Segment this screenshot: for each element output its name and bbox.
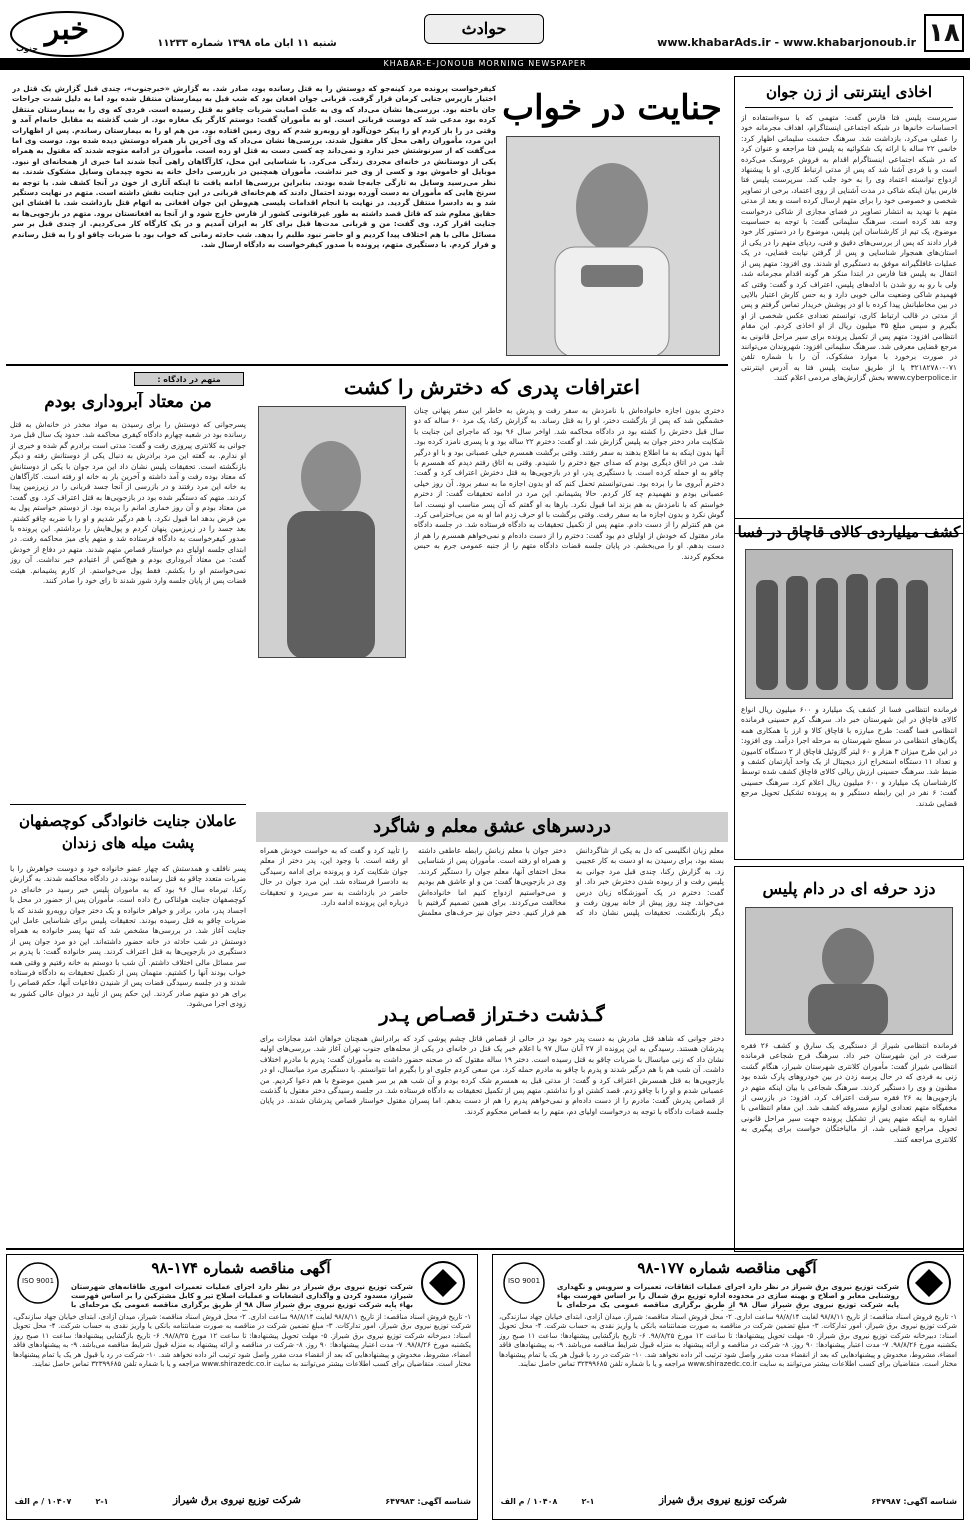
article-title: کشف میلیاردی کالای قاچاق در فسا — [737, 523, 961, 541]
article-title: دردسرهای عشق معلم و شاگرد — [256, 812, 728, 842]
court-label: متهم در دادگاه : — [134, 372, 244, 386]
article-professional-thief — [734, 866, 964, 1252]
article-title: اعترافات پدری که دخترش را کشت — [343, 375, 640, 399]
article-body: سرپرست پلیس فتا فارس گفت: متهمی که با سوءاستفاده از احساسات خانم‌ها در شبکه اجتماعی اینستاگرام، اهداف مجرمانه خود را عملی می‌کرد، بازداشت شد. سرهنگ حشمت سلیمانی اظهار کرد: خانمی ۲۲ ساله با ارائه یک شکوائیه به پلیس فتا مراجعه و عنوان کرد که در شبکه اجتماعی اینستاگرام اقدام به فروش عروسک می‌کرده است و با فردی آشنا شد که پس از مدتی ارتباط کاری، او با پیشنهاد ازدواج توانسته اعتماد وی را به خود جلب کند. سرپرست پلیس فتا فارس بیان اینکه شاکی در مدت آشنایی از روی اعتماد، برخی از تصاویر شخصی و خصوصی خود را برای متهم ارسال کرده است و بعد از مدتی متهم با تهدید به انتشار تصاویر در فضای مجازی از شاکی درخواست وجه نقد کرده است. سرهنگ سلیمانی گفت: با توجه به حساسیت موضوع، یک تیم از کارشناسان این پلیس، موضوع را در دستور کار خود قرار دادند که پس از بررسی‌های دقیق و فنی، ردپای متهم را در یکی از استان‌های همجوار شناسایی و پس از گرفتن نیابت قضایی، در یک عملیات غافلگیرانه موفق به دستگیری او شدند. وی افزود: متهم پس از انتقال به پلیس فتا فارس در ابتدا منکر هر گونه اقدام مجرمانه شد، ولی با رو به رو شدن با ادله‌های پلیس، اعتراف کرد و گفت: وقتی که فهمیدم شاکی وضعیت مالی خوبی دارد و به حس کارش اعتبار بالایی در بین مخاطبانش پیدا کرده با او در پوشش خریدار تماس گرفتم و پس از مدتی در قالب ارتباط کاری، توانستم تعدادی عکس شخصی از او بگیرم و سپس مبلغ ۳۵ میلیون ریال از او اخاذی کردم. این مقام انتظامی افزود: متهم پس از تکمیل پرونده برای سیر مراحل قانونی به مرجع قضایی معرفی شد. سرهنگ سلیمانی افزود: شهروندان می‌توانند در صورت برخورد با موارد مشکوک، آن را با شماره تلفن ۰۷۱-۳۲۱۸۲۷۸۰ یا از طریق سایت پلیس فتا به آدرس اینترنتی www.cyberpolice.ir بخش گزارش‌های مردمی اعلام کنند. — [741, 113, 957, 383]
article-title: اخاذی اینترنتی از زن جوان — [765, 83, 933, 101]
thief-photo — [745, 907, 953, 1035]
ad-notice-id: شناسه آگهی: ۶۴۷۹۸۷ — [871, 1497, 957, 1506]
article-title: من معتاد آبروداری بودم — [44, 392, 212, 412]
lead-body: کیفرخواست پرونده مرد کینه‌جو که دوستش را به قتل رسانده بود، صادر شد. به گزارش «خبرجنوب»، چندی قبل گزارش یک قتل در اختیار بازپرس جنایی کرمان قرار گرفت. قربانی جوان افغان بود که شب قبل به بیمارستان منتقل شده بود اما به دلیل شدت جراحات جان باخته بود. بررسی‌ها نشان می‌داد که وی به علت اصابت ضربات چاقو به قتل رسیده است. فردی که وی را به بیمارستان منتقل کرده بود مدعی شد که دوست قربانی است. او به مأموران گفت: دوستم کارگر یک مغازه بود. از شب گذشته به مقابل خانه‌ام آمد و وقتی در را باز کردم او را پیکر خون‌آلود او روبه‌رو شدم که روی زمین افتاده بود. من هم او را به بیمارستان رساندم. پس از اظهارات این مرد، مأموران راهی محل کار مقتول شدند. بررسی‌ها نشان می‌داد که وی آخرین بار همراه دوستش دیده شده بود. دوست وی اما می‌گفت که از سرنوشتش خبر ندارد و نمی‌داند چه کسی دست به قتل او زده است. مأموران در ادامه متوجه شدند که مقتول به همراه یکی از دوستانش در خانه‌ای مجردی زندگی می‌کرد. با شناسایی این محل، کارآگاهان راهی آنجا شدند اما خبری از همخانه‌ای او نبود. موبایل او خاموش بود و کسی از وی خبر نداشت. مأموران همچنین در بازرسی داخل خانه به نحوه چیدمان وسایل مشکوک شدند. به نظر می‌رسید وسایل به تازگی جابه‌جا شده بودند. بنابراین بررسی‌ها ادامه یافت تا اینکه آثاری از خون در آنجا کشف شد. با توجه به سرنخ هایی که مأموران به دست آورده بودند احتمال دادند که هم‌خانه‌ای قربانی در این جنایت نقش داشته است. متهم در نهایت دستگیر شد و به دادسرا منتقل گردید. در نهایت با انجام اقدامات پلیسی هم‌وطن این جوان افغانی به اتهام قتل بازداشت شد. با افشای این حقایق معلوم شد که قاتل قصد داشته به طور غیرقانونی کشور از فارس خارج شود و از آنجا به افغانستان برود. متهم در بازجویی‌ها به جنایت اقرار کرد. وی گفت: من و قربانی مدت‌ها قبل برای کار به ایران آمدیم و در یک کارگاه کار می‌کردیم. از چندی قبل بر سر مسائل مالی با هم اختلاف پیدا کردیم و او حاضر نبود طلبم را بدهد. شب حادثه زمانی که خواب بود با ضربات چاقو او را به قتل رساندم و فرار کردم. با دستگیری متهم، پرونده با صدور کیفرخواست به دادگاه ارسال شد. — [12, 84, 496, 250]
ad-body: ۱- تاریخ فروش اسناد مناقصه: از تاریخ ۹۸/۸/۱۱ لغایت ۹۸/۸/۱۴ ساعت اداری. ۲- محل فروش اسناد مناقصه: شیراز، میدان آزادی، ابتدای خیابان جهاد سازندگی، شرکت توزیع نیروی برق شیراز، امور تدارکات. ۳- مبلغ تضمین شرکت در مناقصه به صورت ضمانتنامه بانکی یا واریز نقدی به حساب شرکت. ۴- محل تحویل اسناد: دبیرخانه شرکت توزیع نیروی برق شیراز. ۵- مهلت تحویل پیشنهادها: تا ساعت ۱۲ مورخ ۹۸/۸/۲۵. ۶- تاریخ بازگشایی پیشنهادها: ساعت ۱۱ صبح روز یکشنبه مورخ ۹۸/۸/۲۶. ۷- مدت اعتبار پیشنهادها: ۹۰ روز. ۸- شرکت در مناقصه و ارائه پیشنهاد به منزله قبول شرایط مناقصه می‌باشد. ۹- به پیشنهادهای فاقد امضاء، مشروط، مخدوش و پیشنهادهایی که بعد از انقضاء مدت مقرر واصل شود ترتیب اثر داده نخواهد شد. ۱۰- شرکت در رد یا قبول هر یک یا تمام پیشنهادها مختار است. متقاضیان برای کسب اطلاعات بیشتر می‌توانند به سایت www.shirazedc.co.ir مراجعه و یا با شماره تلفن ۳۲۳۹۹۶۸۵ تماس حاصل نمایند. — [499, 1313, 957, 1369]
ad-code: ۱۰۴۰۸ / م الف — [500, 1497, 558, 1506]
ad-turn: ۲-۱ — [95, 1497, 109, 1506]
suspects-photo — [745, 549, 953, 699]
article-internet-extortion — [734, 76, 964, 534]
ad-title: آگهی مناقصه شماره ۱۷۴-۹۸ — [151, 1259, 331, 1277]
ad-company: شرکت توزیع نیروی برق شیراز — [659, 1495, 787, 1506]
ad-body: ۱- تاریخ فروش اسناد مناقصه: از تاریخ ۹۸/۸/۱۱ لغایت ۹۸/۸/۱۴ ساعت اداری. ۲- محل فروش اسناد مناقصه: شیراز، میدان آزادی، ابتدای خیابان جهاد سازندگی، شرکت توزیع نیروی برق شیراز، امور تدارکات. ۳- مبلغ تضمین شرکت در مناقصه به صورت ضمانتنامه بانکی یا واریز نقدی به حساب شرکت. ۴- محل تحویل اسناد: دبیرخانه شرکت توزیع نیروی برق شیراز. ۵- مهلت تحویل پیشنهادها: تا ساعت ۱۲ مورخ ۹۸/۸/۲۵. ۶- تاریخ بازگشایی پیشنهادها: ساعت ۱۱ صبح روز یکشنبه مورخ ۹۸/۸/۲۶. ۷- مدت اعتبار پیشنهادها: ۹۰ روز. ۸- شرکت در مناقصه و ارائه پیشنهاد به منزله قبول شرایط مناقصه می‌باشد. ۹- به پیشنهادهای فاقد امضاء، مشروط، مخدوش و پیشنهادهایی که بعد از انقضاء مدت مقرر واصل شود ترتیب اثر داده نخواهد شد. ۱۰- شرکت در رد یا قبول هر یک یا تمام پیشنهادها مختار است. متقاضیان برای کسب اطلاعات بیشتر می‌توانند به سایت www.shirazedc.co.ir مراجعه و یا با شماره تلفن ۳۲۳۹۹۶۸۵ تماس حاصل نمایند. — [13, 1313, 471, 1369]
section-title: حوادث — [424, 14, 544, 44]
ad-company: شرکت توزیع نیروی برق شیراز — [173, 1495, 301, 1506]
ad-code: ۱۰۴۰۷ / م الف — [14, 1497, 72, 1506]
article-title: گـذشت دخـتراز قصـاص پـدر — [379, 1004, 605, 1026]
article-smuggling-fasa — [734, 518, 964, 860]
lead-photo — [506, 136, 720, 356]
article-daughter-forgives — [256, 998, 728, 1244]
ad-intro: شرکت توزیع نیروی برق شیراز در نظر دارد اجرای عملیات اتفاقات، تعمیرات و سرویس و نگهداری روشنایی معابر و اصلاح و بهینه سازی در محدوده اداره توزیع برق شمال را بر اساس فهرست بهاء پایه شرکت توزیع نیروی برق شیراز سال ۹۸ از طریق برگزاری مناقصه عمومی یک مرحله‌ای با — [557, 1283, 899, 1309]
article-body: پسر نافلف و همدستش که چهار عضو خانواده خود و دوست خواهرش را با ضربات متعدد چاقو به قتل رسانده بودند، در دادگاه محاکمه شدند. به گزارش رکنا، تیرماه سال ۹۶ بود که به ماموران پلیس خبر رسید در خانه‌ای در کوچصفهان جنایت هولناکی رخ داده است. مأموران پس از حضور در محل با اجساد پدر، مادر، برادر و خواهر خانواده و یک دختر جوان روبه‌رو شدند که با ضربات چاقو به قتل رسیده بودند. تحقیقات پلیس برای شناسایی عامل این جنایت آغاز شد. در بررسی‌ها مشخص شد که تنها پسر خانواده به همراه دوستش در شب حادثه در خانه حضور داشته‌اند. این دو مرد جوان پس از دستگیری در بازجویی‌ها به قتل اعتراف کردند. پسر خانواده گفت: با پدرم بر سر مسائل مالی اختلاف داشتم. آن شب با دوستم به خانه رفتیم و وقتی همه خواب بودند آنها را کشتیم. متهمان پس از تکمیل تحقیقات به دادگاه فرستاده شدند و در جلسه رسیدگی قضات پس از شنیدن دفاعیات آنها، حکم قصاص را برای هر دو متهم صادر کردند. این حکم پس از تأیید در دیوان عالی کشور به زودی اجرا می‌شود. — [10, 864, 246, 1009]
iso-badge-icon: ISO 9001 — [13, 1259, 63, 1307]
article-body: دختری بدون اجازه خانواده‌اش با نامزدش به سفر رفت و پدرش به خاطر این سفر پنهانی چنان خشمگین شد که پس از بازگشت دختر، او را به قتل رساند. به گزارش رکنا، یک مرد ۶۰ ساله که دو سال قبل دخترش را کشته بود در دادگاه محاکمه شد. اواخر سال ۹۶ بود که ماجرای این جنایت با شکایت مادر دختر جوان به پلیس گزارش شد. او گفت: دخترم ۲۲ ساله بود و با پسری نامزد کرده بود. آنها بدون اینکه به ما اطلاع بدهند به سفر رفتند. وقتی برگشت همسرم خیلی عصبانی بود و با او درگیر شد. من در اتاق دیگری بودم که صدای جیغ دخترم را شنیدم. وقتی به اتاق رفتم دیدم که همسرم با چاقو به او حمله کرده است. با دستگیری پدر، او در بازجویی‌ها به قتل دخترش اعتراف کرد و گفت: دخترم آبروی ما را برده بود. نمی‌توانستم تحمل کنم که او بدون اجازه ما به سفر برود. آن روز خیلی عصبانی بودم و نفهمیدم چه کار کردم. حالا پشیمانم. این مرد در ادامه تحقیقات گفت: از دخترم خواستم که با نامزدش به هم بزند اما قبول نکرد. بارها به او گفتم که آن پسر مناسب او نیست. اما گوش نکرد و بدون اجازه ما به سفر رفت. وقتی برگشت با او حرف زدم اما او به من بی‌احترامی کرد. من هم کنترلم را از دست دادم. متهم پس از تکمیل تحقیقات به دادگاه فرستاده شد. در جلسه دادگاه مادر مقتول که خودش از اولیای دم بود گفت: دخترم را از دست داده‌ام و نمی‌خواهم همسرم را هم از دست بدهم. او را می‌بخشم. در پایان جلسه قضات دادگاه متهم را از جنبه عمومی جرم به حبس محکوم کردند. — [414, 406, 724, 561]
tavanir-logo-icon — [901, 1259, 957, 1307]
article-teacher-student — [256, 812, 728, 994]
article-title: عاملان جنایت خانوادگی کوچصفهان پشت میله های زندان — [19, 812, 237, 852]
english-banner: KHABAR-E-JONOUB MORNING NEWSPAPER — [0, 58, 970, 70]
lead-article — [6, 76, 728, 362]
article-body: فرمانده انتظامی شیراز از دستگیری یک سارق و کشف ۲۶ فقره سرقت در این شهرستان خبر داد. سرهنگ فرج شجاعی فرمانده انتظامی شیراز گفت: مأموران کلانتری شهرستان شیراز، هنگام گشت زنی به فردی که در حال پرسه زدن در بین خودروهای پارک شده بود مظنون و وی را دستگیر کردند. سرهنگ شجاعی با بیان اینکه متهم در بازجویی‌ها به ۲۶ فقره سرقت اعتراف کرد، افزود: در بازرسی از مخفیگاه متهم تعدادی لوازم مسروقه کشف شد. این مقام انتظامی با اشاره به اینکه متهم پس از تشکیل پرونده جهت سیر مراحل قانونی تحویل مراجع قضایی شد، از مالباختگان خواست برای پیگیری به کلانتری مراجعه کنند. — [741, 1041, 957, 1144]
ad-notice-id: شناسه آگهی: ۶۴۷۹۸۳ — [385, 1497, 471, 1506]
tavanir-logo-icon — [415, 1259, 471, 1307]
left-column — [6, 370, 250, 1240]
ad-turn: ۲-۱ — [581, 1497, 595, 1506]
tender-ad-177 — [492, 1254, 964, 1520]
website-url[interactable]: www.khabarAds.ir - www.khabarjonoub.ir — [657, 36, 916, 49]
article-body: پسرجوانی که دوستش را برای رسیدن به مواد مخدر در خانه‌اش به قتل رسانده بود در شعبه چهارم دادگاه کیفری محاکمه شد. حدود یک سال قبل مرد جوانی به کلانتری پیروزی رفت و گفت: مدتی است برادرم گم شده و خبری از او ندارم. به گفته این مرد برادرش به دنبال یکی از دوستانش رفته و دیگر بازنگشته است. تحقیقات پلیس نشان داد این مرد جوان با یکی از دوستانش که معتاد بوده رفت و آمد داشته و آخرین بار به خانه او رفته است. کارآگاهان به خانه این مرد رفتند و در بازرسی از آنجا جسد قربانی را در زیرزمین پیدا کردند. متهم که دستگیر شده بود در بازجویی‌ها به قتل اعتراف کرد. وی گفت: من معتاد بودم و آن روز خماری امانم را بریده بود. از دوستم خواستم پول به من قرض بدهد اما قبول نکرد. با هم درگیر شدیم و او را با ضربه چاقو کشتم. بعد جسد را در زیرزمین پنهان کردم و پول‌هایش را برداشتم. این پرونده با صدور کیفرخواست به دادگاه فرستاده شد و متهم پای میز محاکمه رفت. در ابتدای جلسه اولیای دم خواستار قصاص متهم شدند. متهم در دفاع از خودش گفت: من معتاد آبروداری بودم و هیچ‌کس از اعتیادم خبر نداشت. آن روز نمی‌خواستم او را بکشم. فقط پول می‌خواستم. از کارم پشیمانم. هیئت قضات پس از پایان جلسه وارد شور شدند تا رای خود را صادر کنند. — [10, 420, 246, 586]
page-number: ۱۸ — [924, 14, 964, 52]
article-father-confession — [256, 370, 728, 808]
ad-intro: شرکت توزیع نیروی برق شیراز در نظر دارد اجرای عملیات تعمیرات اموری طاقانه‌های شهرستان شیراز، مسدود کردن و واگذاری انشعابات و عملیات اصلاح تیر و کابل مشترکین را بر اساس فهرست بهاء پایه شرکت توزیع نیروی برق شیراز سال ۹۸ از طریق برگزاری مناقصه عمومی یک مرحله‌ای با — [71, 1283, 413, 1309]
article-body: معلم زبان انگلیسی که دل به یکی از شاگردانش بسته بود، برای رسیدن به او دست به کار عجیبی زد. به گزارش رکنا، چندی قبل مرد جوانی به پلیس رفت و از ربوده شدن دخترش خبر داد. او گفت: دخترم در یک آموزشگاه زبان درس می‌خواند. چند روز پیش از خانه بیرون رفت و دیگر بازنگشت. تحقیقات پلیس نشان داد که دختر جوان با معلم زبانش رابطه عاطفی داشته و همراه او رفته است. مأموران پس از شناسایی محل اختفای آنها، معلم جوان را دستگیر کردند. وی در بازجویی‌ها گفت: من و او عاشق هم بودیم و می‌خواستیم ازدواج کنیم اما خانواده‌اش مخالفت می‌کردند. برای همین تصمیم گرفتیم با هم فرار کنیم. دختر جوان نیز حرف‌های معلمش را تأیید کرد و گفت که به خواست خودش همراه او رفته است. با وجود این، پدر دختر از معلم جوان شکایت کرد و پرونده برای ادامه رسیدگی به دادسرا فرستاده شد. این مرد جوان در حال حاضر در بازداشت به سر می‌برد و تحقیقات درباره این پرونده ادامه دارد. — [260, 846, 724, 918]
newspaper-logo: خبر جنوب — [8, 8, 126, 60]
ad-title: آگهی مناقصه شماره ۱۷۷-۹۸ — [637, 1259, 817, 1277]
article-body: دختر جوانی که شاهد قتل مادرش به دست پدر خود بود در حالی از قصاص قاتل چشم پوشی کرد که برادرانش همچنان خواهان اشد مجازات برای پدرشان هستند. رسیدگی به این پرونده از ۲۷ آبان سال ۹۷ با اعلام خبر یک قتل در خانه‌ای در یکی از محله‌های جنوب تهران آغاز شد. بررسی‌های اولیه نشان داد که زنی میانسال با ضربات چاقو به قتل رسیده است. دختر ۱۹ ساله مقتول که در صحنه حضور داشت به مأموران گفت: پدرم با مادرم اختلاف داشت. آن شب هم با هم درگیر شدند و پدرم با چاقو به مادرم حمله کرد. من سعی کردم جلوی او را بگیرم اما نتوانستم. با دستگیری مرد میانسال، او در بازجویی‌ها به قتل همسرش اعتراف کرد و گفت: از مدتی قبل به همسرم شک کرده بودم و آن شب هم بر سر همین موضوع با هم دعوا کردیم. من عصبانی شدم و او را با چاقو زدم. قصد کشتن او را نداشتم. متهم پس از تکمیل تحقیقات به دادگاه فرستاده شد. در جلسه رسیدگی دختر مقتول با گذشت از قصاص پدرش گفت: مادرم را از دست داده‌ام و نمی‌خواهم پدرم را هم از دست بدهم. اما پسران مقتول خواستار قصاص پدرشان شدند. در پایان جلسه قضات دادگاه با توجه به درخواست اولیای دم، متهم را به قصاص محکوم کردند. — [260, 1034, 724, 1116]
iso-badge-icon: ISO 9001 — [499, 1259, 549, 1307]
article-body: فرمانده انتظامی فسا از کشف یک میلیارد و ۶۰۰ میلیون ریال انواع کالای قاچاق در این شهرستان خبر داد. سرهنگ کرم حسینی فرمانده انتظامی فسا گفت: طرح مبارزه با قاچاق کالا و ارز با همکاری همه یگان‌های انتظامی در سطح شهرستان به مرحله اجرا درآمد. وی افزود: در این طرح میزان ۳ هزار و ۶۰ لیتر گازوئیل قاچاق از ۲ دستگاه کامیون و تعداد ۱۱ دستگاه استخراج ارز دیجیتال از یک واحد آپارتمان کشف و ضبط شد. سرهنگ حسینی ارزش ریالی کالای قاچاق کشف شده توسط کارشناسان یک میلیارد و ۶۰۰ میلیون ریال اعلام کرد. سرهنگ حسینی گفت: ۶ نفر در این رابطه دستگیر و به پرونده تشکیل تحویل مرجع قضایی شدند. — [741, 705, 957, 808]
tender-ad-174 — [6, 1254, 478, 1520]
article-title: دزد حرفه ای در دام پلیس — [762, 879, 936, 898]
father-photo — [258, 406, 406, 658]
lead-title: جنایت در خواب — [502, 88, 722, 128]
issue-date: شنبه ۱۱ آبان ماه ۱۳۹۸ شماره ۱۱۲۳۳ — [157, 38, 337, 49]
